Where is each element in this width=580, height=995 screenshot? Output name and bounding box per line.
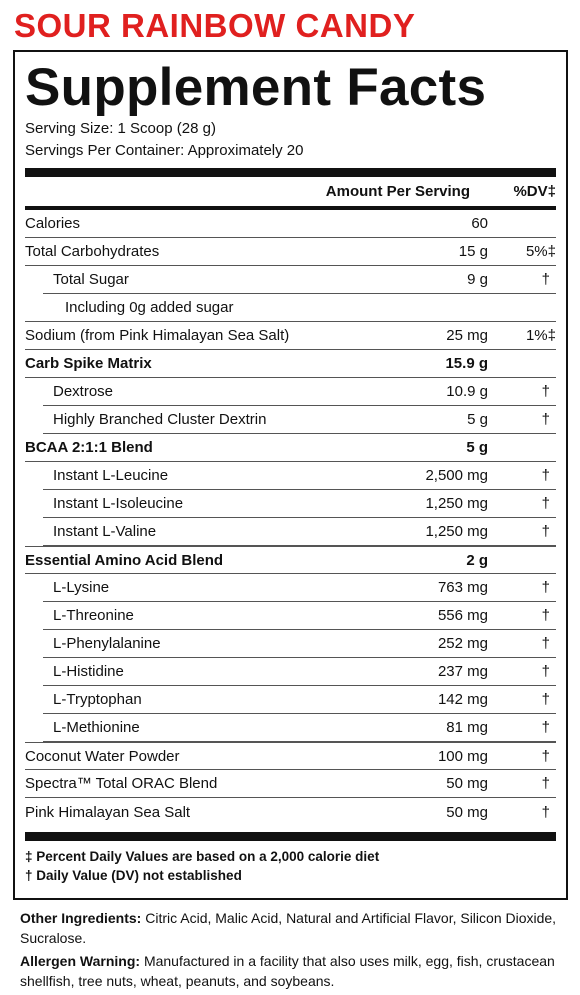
ingredient-row-lysine <box>43 574 556 602</box>
ingredient-amount: 5 g <box>467 411 488 428</box>
other-ingredients-text: Citric Acid, Malic Acid, Natural and Artificial Flavor, Silicon Dioxide, Sucralose. <box>20 910 557 946</box>
nutrient-name: Calories <box>25 215 81 232</box>
nutrient-dv: 5%‡ <box>525 243 556 260</box>
allergen-warning-label: Allergen Warning: <box>20 953 141 969</box>
ingredient-row-cluster-dextrin <box>43 406 556 434</box>
nutrient-name: Sodium (from Pink Himalayan Sea Salt) <box>25 327 290 344</box>
product-title: SOUR RAINBOW CANDY <box>14 7 416 44</box>
ingredient-name: Coconut Water Powder <box>25 747 180 765</box>
blend-amount: 2 g <box>466 551 488 569</box>
ingredient-dv: † <box>541 383 550 400</box>
ingredient-dv: † <box>541 467 550 484</box>
ingredient-name: Highly Branched Cluster Dextrin <box>53 411 267 428</box>
ingredient-row-leucine <box>43 462 556 490</box>
ingredient-name: L-Methionine <box>53 719 140 736</box>
ingredient-dv: † <box>541 635 550 652</box>
nutrient-dv: † <box>541 271 550 288</box>
ingredient-row-phenylalanine <box>43 630 556 658</box>
ingredient-row-sea-salt <box>25 798 556 826</box>
supplement-facts-panel <box>13 50 568 900</box>
nutrient-amount: 15 g <box>458 243 488 260</box>
allergen-warning <box>20 951 560 991</box>
ingredient-dv: † <box>541 747 550 765</box>
amount-header: Amount Per Serving <box>325 183 470 200</box>
ingredient-name: L-Lysine <box>53 579 110 596</box>
ingredient-row-dextrose <box>43 378 556 406</box>
dv-header: %DV‡ <box>513 183 556 200</box>
nutrient-name: Total Carbohydrates <box>25 243 160 260</box>
ingredient-dv: † <box>541 663 550 680</box>
ingredient-dv: † <box>541 803 550 821</box>
thick-divider <box>25 168 556 177</box>
blend-row-carb-spike-matrix <box>25 350 556 378</box>
ingredient-dv: † <box>541 495 550 512</box>
ingredient-amount: 142 mg <box>437 691 488 708</box>
blend-name: Essential Amino Acid Blend <box>25 551 224 569</box>
ingredient-name: L-Threonine <box>53 607 134 624</box>
ingredient-name: L-Phenylalanine <box>53 635 161 652</box>
servings-per-container: Servings Per Container: Approximately 20 <box>25 142 304 159</box>
ingredient-row-valine <box>43 518 556 546</box>
nutrient-amount: 25 mg <box>446 327 488 344</box>
ingredient-amount: 237 mg <box>437 663 488 680</box>
blend-amount: 5 g <box>466 439 488 456</box>
nutrient-row-total-carbohydrates <box>25 238 556 266</box>
ingredient-amount: 763 mg <box>437 579 488 596</box>
nutrient-dv: 1%‡ <box>525 327 556 344</box>
nutrient-amount: 60 <box>471 215 488 232</box>
ingredient-name: Instant L-Valine <box>53 523 157 540</box>
ingredient-amount: 10.9 g <box>446 383 488 400</box>
footnote-percent-dv: ‡ Percent Daily Values are based on a 2,000 calorie diet <box>25 849 380 864</box>
ingredient-name: L-Histidine <box>53 663 124 680</box>
blend-name: BCAA 2:1:1 Blend <box>25 439 153 456</box>
ingredient-row-methionine <box>43 714 556 742</box>
ingredient-name: L-Tryptophan <box>53 691 142 708</box>
footnotes <box>25 847 556 885</box>
ingredient-name: Instant L-Isoleucine <box>53 495 184 512</box>
ingredient-dv: † <box>541 719 550 736</box>
ingredient-row-threonine <box>43 602 556 630</box>
nutrient-name: Total Sugar <box>53 271 129 288</box>
blend-name: Carb Spike Matrix <box>25 355 152 372</box>
ingredient-amount: 100 mg <box>437 747 488 765</box>
blend-row-essential-amino-acid <box>25 546 556 574</box>
table-header <box>25 177 556 206</box>
ingredient-name: Pink Himalayan Sea Salt <box>25 803 191 821</box>
other-ingredients <box>20 908 560 948</box>
ingredient-row-tryptophan <box>43 686 556 714</box>
facts-title: Supplement Facts <box>25 58 487 117</box>
nutrient-row-total-sugar <box>43 266 556 294</box>
ingredient-dv: † <box>541 579 550 596</box>
ingredient-name: Spectra™ Total ORAC Blend <box>25 775 218 792</box>
ingredient-dv: † <box>541 691 550 708</box>
ingredient-amount: 556 mg <box>437 607 488 624</box>
ingredient-amount: 81 mg <box>446 719 488 736</box>
ingredient-amount: 50 mg <box>446 803 488 821</box>
other-ingredients-label: Other Ingredients: <box>20 910 142 926</box>
footnote-dv-not-established: † Daily Value (DV) not established <box>25 868 242 883</box>
blend-amount: 15.9 g <box>445 355 488 372</box>
ingredient-dv: † <box>541 523 550 540</box>
ingredient-dv: † <box>541 775 550 792</box>
ingredient-dv: † <box>541 411 550 428</box>
nutrient-row-added-sugar <box>25 294 556 322</box>
ingredient-amount: 252 mg <box>437 635 488 652</box>
ingredient-name: Instant L-Leucine <box>53 467 169 484</box>
nutrient-amount: 9 g <box>467 271 488 288</box>
ingredient-name: Dextrose <box>53 383 114 400</box>
ingredient-row-histidine <box>43 658 556 686</box>
nutrient-row-sodium <box>25 322 556 350</box>
thick-divider-bottom <box>25 832 556 841</box>
nutrient-name: Including 0g added sugar <box>65 299 234 316</box>
ingredient-amount: 1,250 mg <box>425 523 488 540</box>
ingredient-dv: † <box>541 607 550 624</box>
ingredient-row-isoleucine <box>43 490 556 518</box>
ingredient-amount: 50 mg <box>446 775 488 792</box>
ingredient-amount: 1,250 mg <box>425 495 488 512</box>
nutrient-row-calories <box>25 210 556 238</box>
blend-row-bcaa <box>25 434 556 462</box>
ingredient-row-orac-blend <box>25 770 556 798</box>
serving-size: Serving Size: 1 Scoop (28 g) <box>25 120 216 137</box>
allergen-warning-text: Manufactured in a facility that also uses milk, egg, fish, crustacean shellfish, tree nuts, wheat, peanuts, and soybeans. <box>20 953 555 989</box>
ingredient-row-coconut-water <box>25 742 556 770</box>
ingredient-amount: 2,500 mg <box>425 467 488 484</box>
